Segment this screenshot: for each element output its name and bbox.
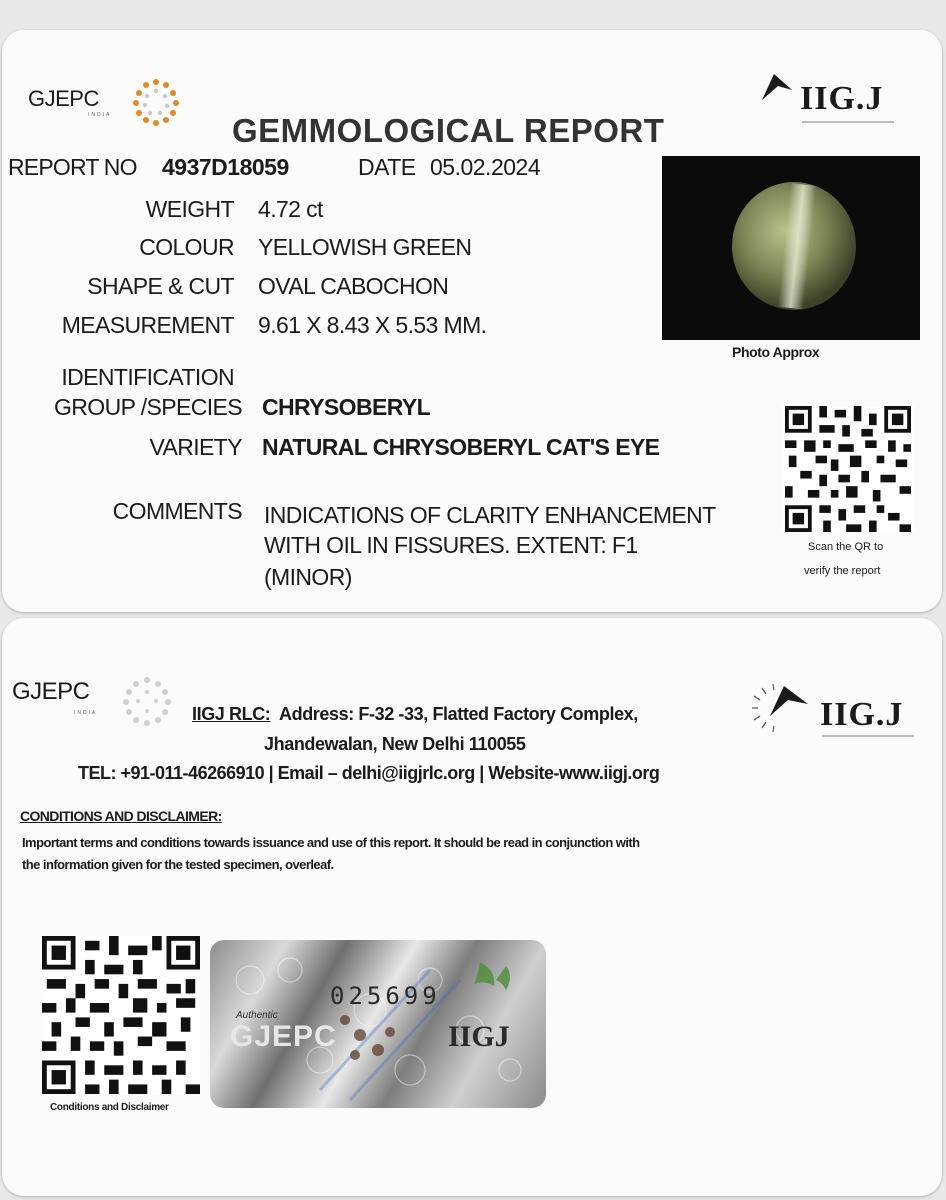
measurement-value: 9.61 X 8.43 X 5.53 MM. xyxy=(258,312,487,338)
colour-label: COLOUR xyxy=(139,234,234,260)
report-card-back xyxy=(2,618,942,1196)
hologram-iigj-text: IIGJ xyxy=(448,1020,510,1053)
photo-caption: Photo Approx xyxy=(732,344,820,360)
shape-cut-value: OVAL CABOCHON xyxy=(258,273,449,299)
variety-value: NATURAL CHRYSOBERYL CAT'S EYE xyxy=(262,434,660,460)
gem-image-icon xyxy=(662,156,920,340)
group-species-value: CHRYSOBERYL xyxy=(262,394,431,420)
report-no-label: REPORT NO xyxy=(8,154,137,180)
weight-label: WEIGHT xyxy=(145,196,234,222)
hologram-authentic-text: Authentic xyxy=(236,1010,278,1021)
gjepc-india-text: INDIA xyxy=(88,112,112,118)
comments-line-1: INDICATIONS OF CLARITY ENHANCEMENT xyxy=(264,502,716,528)
iigj-arrow-icon xyxy=(760,70,794,104)
variety-label: VARIETY xyxy=(149,434,242,460)
group-species-label: GROUP /SPECIES xyxy=(53,394,242,420)
hologram-serial-number: 025699 xyxy=(330,982,441,1010)
gjepc-logo xyxy=(28,86,99,112)
report-no-value: 4937D18059 xyxy=(162,154,289,180)
measurement-label: MEASUREMENT xyxy=(61,312,234,338)
contact-line: TEL: +91-011-46266910 | Email – delhi@iigjrlc.org | Website-www.iigj.org xyxy=(78,763,660,783)
conditions-line-1: Important terms and conditions towards issuance and use of this report. It should be read in conjunction with xyxy=(22,835,640,850)
qr-caption-line-2: verify the report xyxy=(804,565,881,577)
gem-photo xyxy=(662,156,920,340)
report-title: GEMMOLOGICAL REPORT xyxy=(232,112,665,149)
conditions-heading: CONDITIONS AND DISCLAIMER: xyxy=(20,808,222,824)
conditions-qr-caption: Conditions and Disclaimer xyxy=(50,1102,169,1113)
address-line-2: Jhandewalan, New Delhi 110055 xyxy=(264,734,526,754)
iigj-logo-underline xyxy=(802,121,894,123)
comments-line-2: WITH OIL IN FISSURES. EXTENT: F1 xyxy=(264,532,638,558)
report-card-front xyxy=(2,30,942,612)
gjepc-logo-back xyxy=(12,678,90,706)
iigj-logo-back-underline xyxy=(822,735,914,737)
hologram-gjepc-text: GJEPC xyxy=(230,1020,337,1053)
gjepc-india-back-text: INDIA xyxy=(74,710,98,716)
security-hologram xyxy=(210,940,546,1108)
iigj-arrow-back-icon xyxy=(748,676,812,740)
shape-cut-label: SHAPE & CUT xyxy=(87,273,234,299)
gjepc-flower-back-icon xyxy=(120,674,174,728)
colour-value: YELLOWISH GREEN xyxy=(258,234,472,260)
qr-caption-line-1: Scan the QR to xyxy=(808,541,884,553)
conditions-qr-code[interactable] xyxy=(42,936,200,1094)
comments-label: COMMENTS xyxy=(112,498,242,524)
gjepc-logo-text: GJEPC xyxy=(28,86,99,111)
address-label: IIGJ RLC: xyxy=(192,704,271,724)
weight-value: 4.72 ct xyxy=(258,196,323,222)
address-line-1: Address: F-32 -33, Flatted Factory Complex, xyxy=(279,704,638,724)
date-value: 05.02.2024 xyxy=(430,154,541,180)
verify-qr-code[interactable] xyxy=(782,406,914,532)
identification-label: IDENTIFICATION xyxy=(61,364,234,390)
comments-line-3: (MINOR) xyxy=(264,564,352,590)
date-label: DATE xyxy=(358,154,416,180)
gjepc-flower-icon xyxy=(130,76,182,128)
gjepc-logo-back-text: GJEPC xyxy=(12,678,90,705)
iigj-logo-back-text: IIG.J xyxy=(820,696,904,733)
conditions-line-2: the information given for the tested specimen, overleaf. xyxy=(22,857,334,872)
iigj-logo-text: IIG.J xyxy=(800,80,884,117)
